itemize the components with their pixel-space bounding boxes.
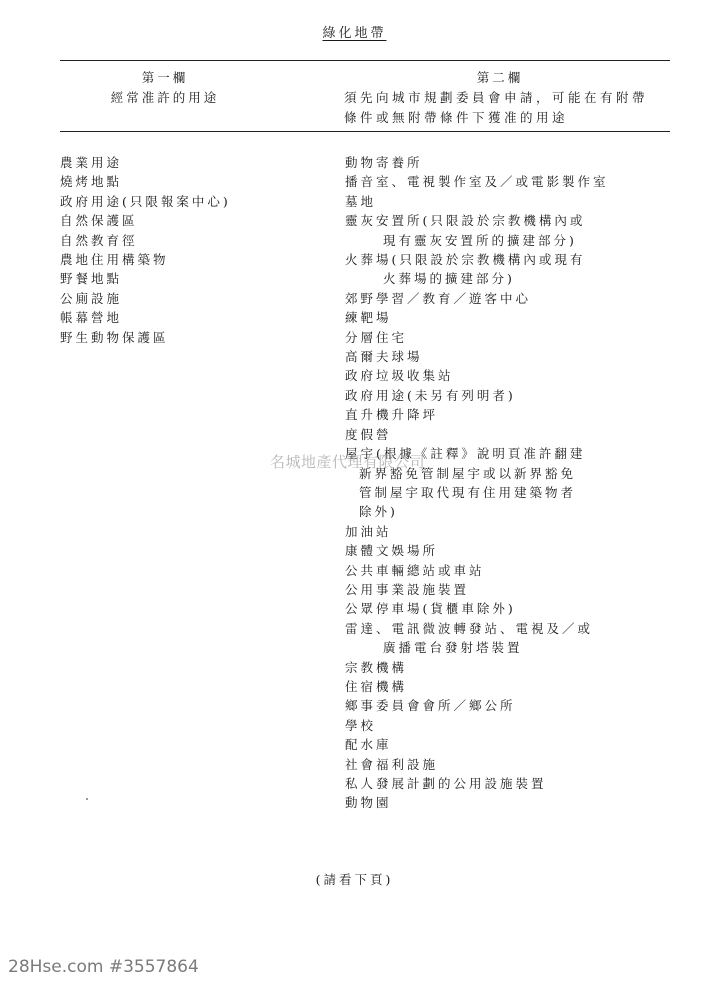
column2-item xyxy=(345,619,609,658)
column1-item: 公廁設施 xyxy=(60,290,123,306)
scan-speck xyxy=(86,798,88,800)
column2-list xyxy=(345,153,609,813)
column2-item-line-1: 公用事業設施裝置 xyxy=(345,581,470,597)
column2-item xyxy=(345,386,609,405)
column2-item-line-1: 屋宇(根據《註釋》說明頁准許翻建 xyxy=(345,446,586,462)
column2-item-line-2: 現有靈灰安置所的擴建部分) xyxy=(383,232,577,248)
column2-item-line-1: 靈灰安置所(只限設於宗教機構內或 xyxy=(345,213,586,229)
column2-item xyxy=(345,774,609,793)
watermark-text: 名城地產代理有限公司 xyxy=(270,453,426,471)
column2-item-line-1: 直升機升降坪 xyxy=(345,407,439,423)
top-rule xyxy=(60,60,670,61)
column2-item-line-1: 政府用途(未另有列明者) xyxy=(345,387,516,403)
column2-item-line-1: 加油站 xyxy=(345,523,392,539)
column2-item-line-1: 政府垃圾收集站 xyxy=(345,368,454,384)
column2-item xyxy=(345,347,609,366)
column1-item: 自然保護區 xyxy=(60,213,138,229)
column1-item: 帳幕營地 xyxy=(60,310,123,326)
column2-item-line-1: 播音室、電視製作室及／或電影製作室 xyxy=(345,174,609,190)
column2-item xyxy=(345,541,609,560)
column1-item: 燒烤地點 xyxy=(60,174,123,190)
column2-item xyxy=(345,677,609,696)
column2-item xyxy=(345,580,609,599)
column2-item-line-1: 動物園 xyxy=(345,795,392,811)
column1-item: 政府用途(只限報案中心) xyxy=(60,193,231,209)
column1-subheading: 經常准許的用途 xyxy=(110,90,220,105)
header-rule xyxy=(60,131,670,132)
column2-item xyxy=(345,561,609,580)
column2-item-line-1: 公共車輛總站或車站 xyxy=(345,562,485,578)
column1-item: 野餐地點 xyxy=(60,271,123,287)
column2-item xyxy=(345,405,609,424)
column2-item-line-1: 鄉事委員會會所／鄉公所 xyxy=(345,698,516,714)
column2-item-line-1: 雷達、電訊微波轉發站、電視及／或 xyxy=(345,620,594,636)
column2-item xyxy=(345,328,609,347)
column1-item: 農業用途 xyxy=(60,155,123,170)
column1-header xyxy=(60,68,270,108)
column2-item-line-1: 公眾停車場(貨櫃車除外) xyxy=(345,601,516,617)
column2-item xyxy=(345,716,609,735)
page-title: 綠化地帶 xyxy=(322,26,387,41)
column1-heading: 第一欄 xyxy=(141,70,189,85)
column2-item-line-1: 學校 xyxy=(345,717,377,733)
column2-item xyxy=(345,192,609,211)
column2-item-line-1: 度假營 xyxy=(345,426,392,442)
column2-item xyxy=(345,793,609,812)
column1-item: 自然教育徑 xyxy=(60,232,138,248)
column2-item-line-1: 宗教機構 xyxy=(345,659,408,675)
column2-item-line-1: 康體文娛場所 xyxy=(345,543,439,559)
column2-item xyxy=(345,696,609,715)
column2-item xyxy=(345,250,609,289)
column2-item-line-1: 分層住宅 xyxy=(345,329,408,345)
column2-item-line-1: 練靶場 xyxy=(345,310,392,326)
column2-item-line-1: 火葬場(只限設於宗教機構內或現有 xyxy=(345,252,586,268)
column2-item xyxy=(345,366,609,385)
column2-item xyxy=(345,153,609,172)
column2-item xyxy=(345,425,609,444)
column2-item xyxy=(345,289,609,308)
column2-item-line-1: 私人發展計劃的公用設施裝置 xyxy=(345,776,547,791)
column2-item xyxy=(345,755,609,774)
column2-item-line-2: 火葬場的擴建部分) xyxy=(383,271,515,287)
column2-item-line-2: 廣播電台發射塔裝置 xyxy=(383,640,523,656)
column2-item xyxy=(345,308,609,327)
column2-header xyxy=(330,68,670,128)
column2-item-line-1: 墓地 xyxy=(345,193,377,209)
column2-item xyxy=(345,599,609,618)
column2-item xyxy=(345,211,609,250)
column2-item-line-3: 管制屋宇取代現有住用建築物者 xyxy=(359,484,577,500)
column2-item-line-1: 社會福利設施 xyxy=(345,756,439,772)
column2-subheading-line1: 須先向城市規劃委員會申請，可能在有附帶 xyxy=(344,90,649,105)
column1-item: 農地住用構築物 xyxy=(60,252,169,268)
continued-note: (請看下頁) xyxy=(315,872,394,887)
column2-item-line-1: 郊野學習／教育／遊客中心 xyxy=(345,290,532,306)
column2-item xyxy=(345,735,609,754)
column2-item xyxy=(345,658,609,677)
column1-list xyxy=(60,153,231,347)
column2-subheading-line2: 條件或無附帶條件下獲准的用途 xyxy=(344,110,569,125)
column2-item-line-4: 除外) xyxy=(359,504,398,520)
column2-item-line-1: 配水庫 xyxy=(345,737,392,753)
column2-heading: 第二欄 xyxy=(476,70,524,85)
column1-item: 野生動物保護區 xyxy=(60,329,169,345)
column2-item xyxy=(345,172,609,191)
column2-item-line-2: 新界豁免管制屋宇或以新界豁免 xyxy=(359,465,577,481)
column2-item-line-1: 動物寄養所 xyxy=(345,155,423,170)
column2-item-line-1: 住宿機構 xyxy=(345,678,408,694)
column2-item-line-1: 高爾夫球場 xyxy=(345,349,423,365)
column2-item xyxy=(345,522,609,541)
source-tag: 28Hse.com #3557864 xyxy=(8,957,199,977)
